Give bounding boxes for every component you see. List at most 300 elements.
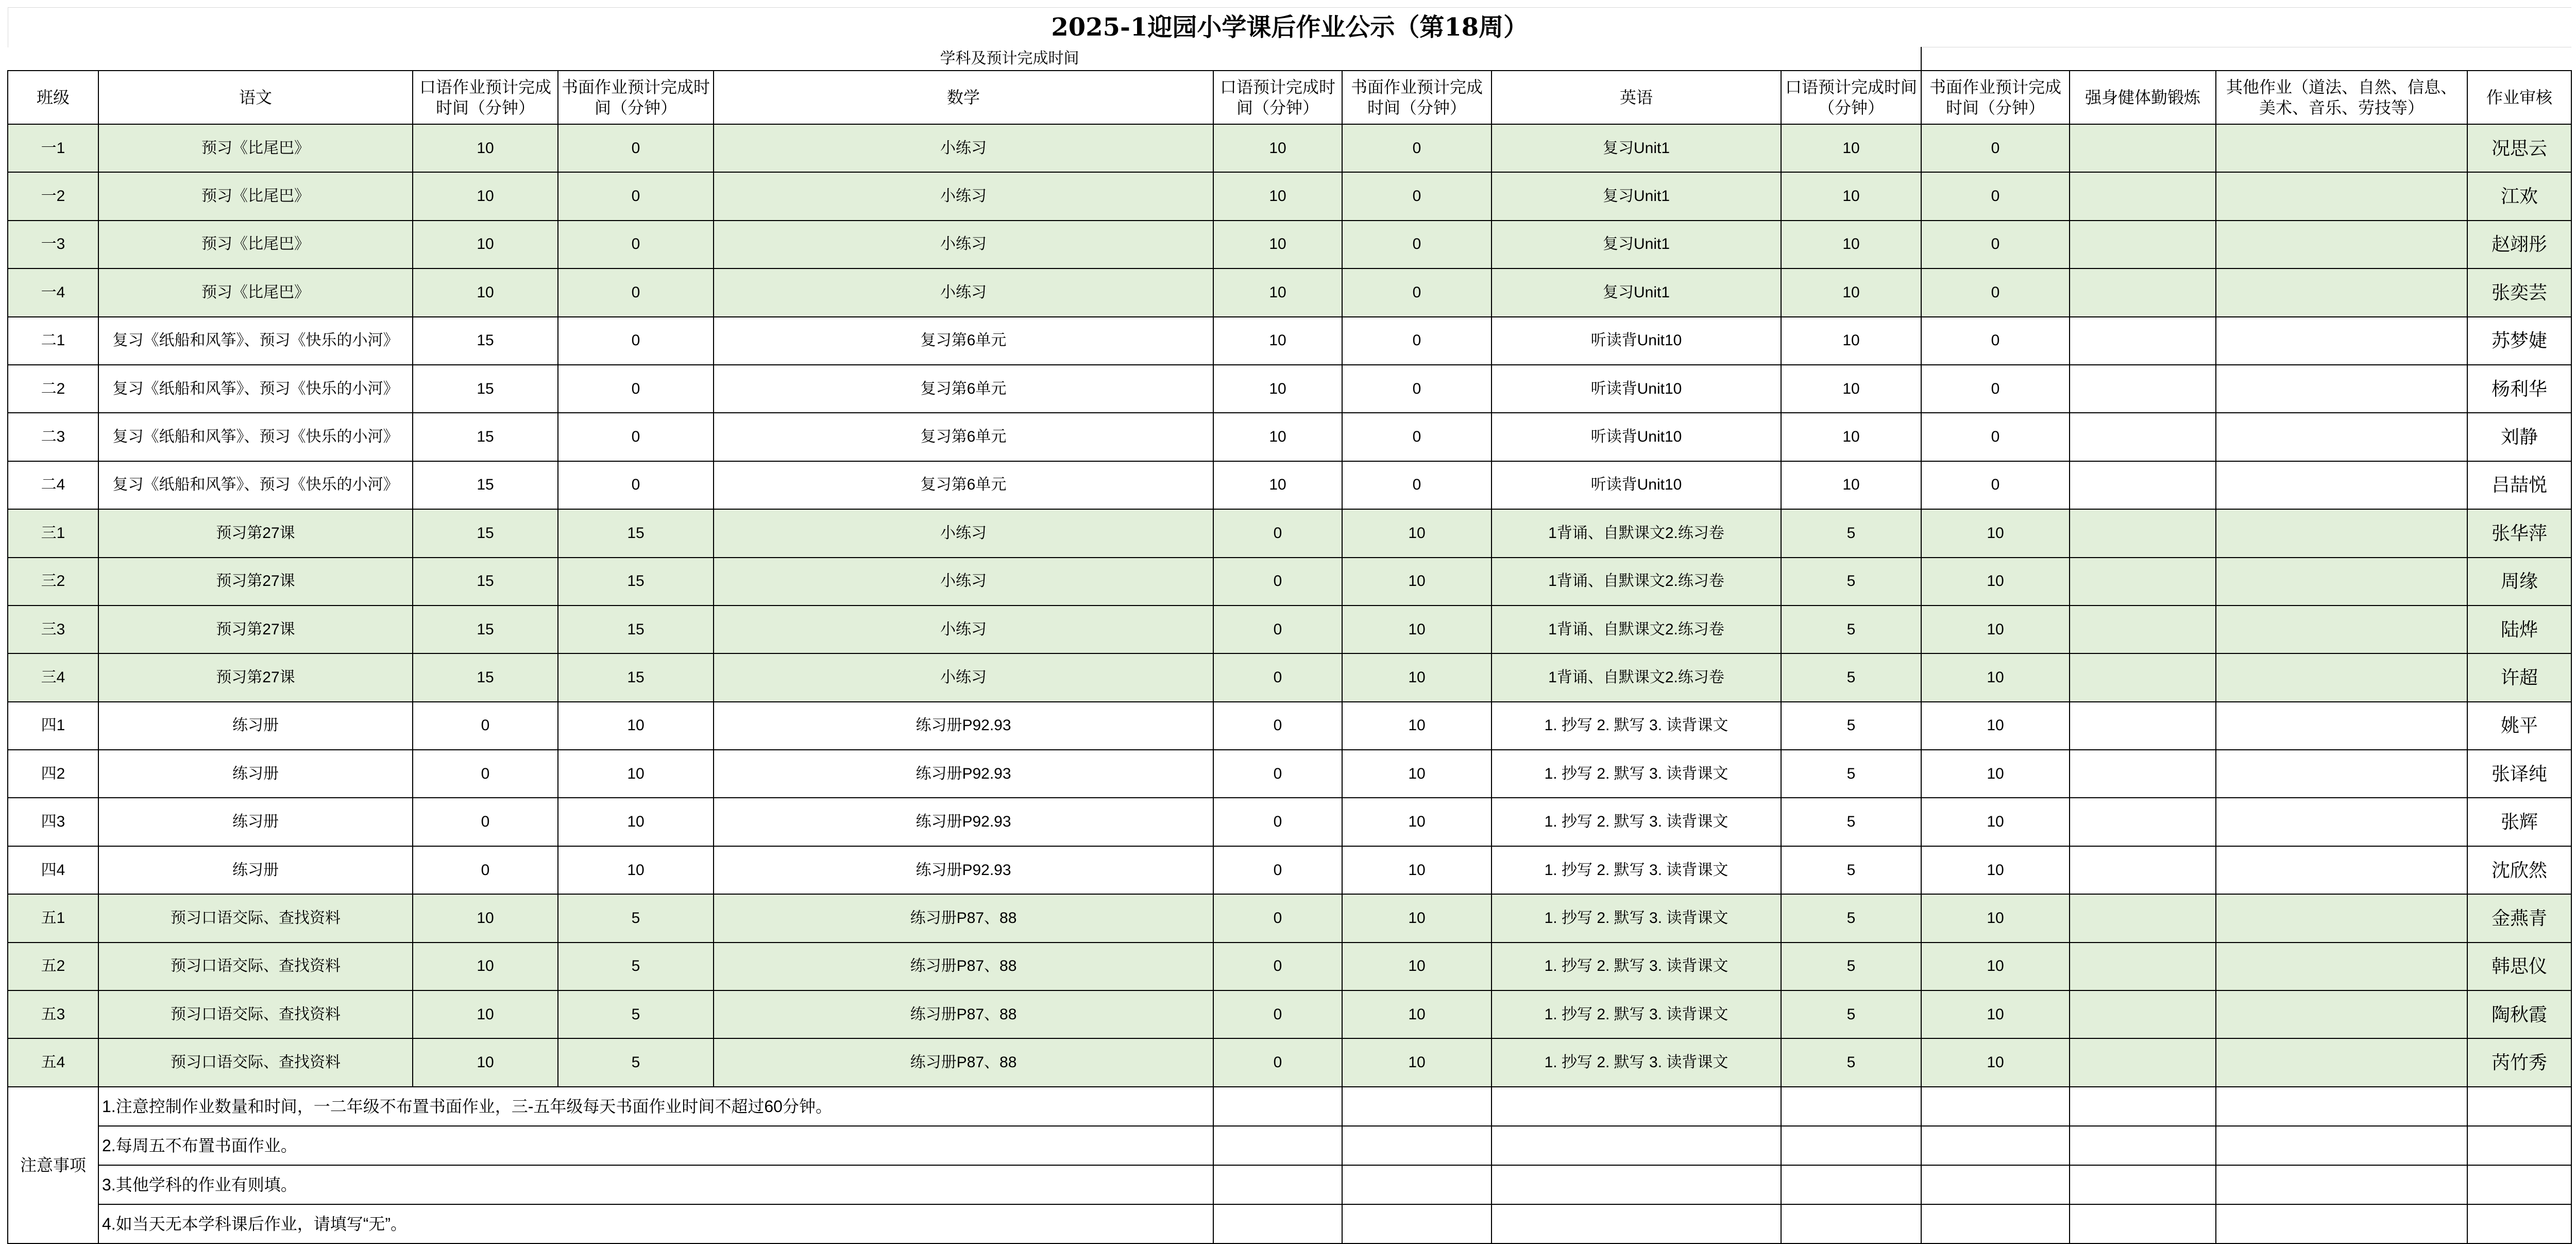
note-empty-cell	[2467, 1087, 2571, 1126]
cell-english: 1背诵、自默课文2.练习卷	[1492, 606, 1781, 653]
cell-math-oral: 10	[1213, 172, 1342, 220]
cell-chinese: 复习《纸船和风筝》、预习《快乐的小河》	[98, 365, 413, 413]
cell-chinese-oral: 10	[413, 990, 558, 1038]
cell-chinese-oral: 15	[413, 558, 558, 606]
cell-other	[2216, 221, 2467, 268]
cell-chinese-written: 0	[558, 317, 714, 365]
cell-class: 一4	[8, 268, 98, 316]
cell-chinese-oral: 10	[413, 894, 558, 942]
table-row	[8, 558, 2571, 606]
table-row	[8, 221, 2571, 268]
cell-math: 练习册P87、88	[714, 894, 1213, 942]
cell-chinese: 练习册	[98, 750, 413, 798]
cell-math-oral: 0	[1213, 894, 1342, 942]
cell-math-written: 10	[1342, 509, 1492, 557]
cell-math: 小练习	[714, 221, 1213, 268]
cell-english-oral: 5	[1781, 653, 1921, 701]
cell-math-oral: 0	[1213, 509, 1342, 557]
homework-sheet	[7, 7, 2571, 1244]
note-row	[8, 1165, 2571, 1204]
cell-other	[2216, 172, 2467, 220]
cell-math-oral: 10	[1213, 221, 1342, 268]
cell-english-oral: 5	[1781, 846, 1921, 894]
cell-chinese: 预习第27课	[98, 558, 413, 606]
cell-other	[2216, 509, 2467, 557]
cell-chinese-oral: 15	[413, 413, 558, 461]
cell-chinese: 预习第27课	[98, 606, 413, 653]
cell-chinese-oral: 0	[413, 846, 558, 894]
cell-review: 金燕青	[2467, 894, 2571, 942]
cell-math: 小练习	[714, 124, 1213, 172]
cell-english: 1. 抄写 2. 默写 3. 读背课文	[1492, 1038, 1781, 1086]
cell-other	[2216, 943, 2467, 990]
note-empty-cell	[2216, 1204, 2467, 1243]
cell-math-oral: 10	[1213, 413, 1342, 461]
cell-english-oral: 5	[1781, 750, 1921, 798]
cell-chinese-oral: 10	[413, 268, 558, 316]
cell-review: 赵翊彤	[2467, 221, 2571, 268]
cell-chinese-written: 15	[558, 558, 714, 606]
cell-math-oral: 0	[1213, 750, 1342, 798]
cell-english-oral: 10	[1781, 172, 1921, 220]
cell-english: 1. 抄写 2. 默写 3. 读背课文	[1492, 702, 1781, 750]
cell-chinese-written: 5	[558, 894, 714, 942]
cell-math-written: 10	[1342, 990, 1492, 1038]
cell-english: 复习Unit1	[1492, 124, 1781, 172]
cell-math: 小练习	[714, 268, 1213, 316]
cell-pe	[2070, 606, 2216, 653]
cell-chinese-written: 5	[558, 1038, 714, 1086]
cell-pe	[2070, 1038, 2216, 1086]
cell-english-written: 10	[1921, 558, 2070, 606]
cell-english-written: 10	[1921, 750, 2070, 798]
note-empty-cell	[2070, 1126, 2216, 1165]
note-row	[8, 1126, 2571, 1165]
cell-class: 四4	[8, 846, 98, 894]
cell-english-written: 10	[1921, 990, 2070, 1038]
table-row	[8, 413, 2571, 461]
table-row	[8, 268, 2571, 316]
cell-chinese: 预习《比尾巴》	[98, 172, 413, 220]
cell-english-written: 10	[1921, 653, 2070, 701]
cell-math-oral: 0	[1213, 798, 1342, 846]
cell-review: 况思云	[2467, 124, 2571, 172]
cell-math-written: 0	[1342, 317, 1492, 365]
cell-chinese-written: 0	[558, 413, 714, 461]
cell-chinese: 复习《纸船和风筝》、预习《快乐的小河》	[98, 461, 413, 509]
note-empty-cell	[1213, 1087, 1342, 1126]
header-chinese: 语文	[98, 71, 413, 124]
cell-chinese-written: 5	[558, 943, 714, 990]
cell-chinese-oral: 10	[413, 221, 558, 268]
cell-pe	[2070, 268, 2216, 316]
subheader-row	[8, 47, 2571, 71]
cell-english-written: 10	[1921, 846, 2070, 894]
table-row	[8, 1038, 2571, 1086]
cell-chinese-oral: 15	[413, 365, 558, 413]
cell-math-oral: 10	[1213, 268, 1342, 316]
note-empty-cell	[2216, 1087, 2467, 1126]
cell-english-written: 10	[1921, 702, 2070, 750]
cell-chinese-oral: 15	[413, 509, 558, 557]
cell-pe	[2070, 221, 2216, 268]
cell-other	[2216, 317, 2467, 365]
cell-math-written: 10	[1342, 798, 1492, 846]
cell-pe	[2070, 172, 2216, 220]
table-row	[8, 606, 2571, 653]
cell-chinese-oral: 15	[413, 317, 558, 365]
cell-chinese-written: 10	[558, 846, 714, 894]
cell-english-oral: 5	[1781, 702, 1921, 750]
note-empty-cell	[1213, 1165, 1342, 1204]
cell-math-written: 10	[1342, 1038, 1492, 1086]
cell-math-written: 10	[1342, 943, 1492, 990]
note-empty-cell	[1492, 1204, 1781, 1243]
cell-chinese: 练习册	[98, 798, 413, 846]
cell-english-written: 0	[1921, 461, 2070, 509]
cell-english-written: 0	[1921, 172, 2070, 220]
note-empty-cell	[2467, 1165, 2571, 1204]
table-row	[8, 798, 2571, 846]
note-text: 4.如当天无本学科课后作业，请填写“无”。	[98, 1204, 1213, 1243]
cell-math: 练习册P87、88	[714, 1038, 1213, 1086]
note-empty-cell	[1921, 1126, 2070, 1165]
cell-english: 听读背Unit10	[1492, 365, 1781, 413]
cell-english-oral: 10	[1781, 221, 1921, 268]
cell-math-oral: 0	[1213, 943, 1342, 990]
cell-math: 小练习	[714, 558, 1213, 606]
cell-math: 复习第6单元	[714, 317, 1213, 365]
cell-chinese-oral: 0	[413, 702, 558, 750]
note-row	[8, 1204, 2571, 1243]
table-row	[8, 365, 2571, 413]
cell-english-oral: 5	[1781, 1038, 1921, 1086]
table-row	[8, 653, 2571, 701]
cell-review: 张译纯	[2467, 750, 2571, 798]
header-math-written: 书面作业预计完成时间（分钟）	[1342, 71, 1492, 124]
note-empty-cell	[2467, 1204, 2571, 1243]
cell-chinese: 复习《纸船和风筝》、预习《快乐的小河》	[98, 413, 413, 461]
cell-chinese-written: 0	[558, 268, 714, 316]
cell-english-oral: 10	[1781, 268, 1921, 316]
cell-chinese-written: 0	[558, 221, 714, 268]
cell-chinese: 预习《比尾巴》	[98, 221, 413, 268]
cell-class: 五4	[8, 1038, 98, 1086]
cell-chinese: 预习口语交际、查找资料	[98, 943, 413, 990]
cell-chinese-oral: 15	[413, 461, 558, 509]
cell-chinese: 练习册	[98, 846, 413, 894]
cell-english-oral: 10	[1781, 413, 1921, 461]
note-text: 3.其他学科的作业有则填。	[98, 1165, 1213, 1204]
cell-other	[2216, 365, 2467, 413]
table-row	[8, 894, 2571, 942]
cell-pe	[2070, 509, 2216, 557]
cell-math-written: 0	[1342, 413, 1492, 461]
cell-math-written: 10	[1342, 894, 1492, 942]
cell-class: 三2	[8, 558, 98, 606]
cell-class: 三4	[8, 653, 98, 701]
cell-english-oral: 5	[1781, 558, 1921, 606]
note-empty-cell	[2070, 1087, 2216, 1126]
cell-review: 江欢	[2467, 172, 2571, 220]
cell-english: 1背诵、自默课文2.练习卷	[1492, 509, 1781, 557]
cell-english-written: 10	[1921, 943, 2070, 990]
cell-class: 二3	[8, 413, 98, 461]
cell-english: 1背诵、自默课文2.练习卷	[1492, 558, 1781, 606]
header-review: 作业审核	[2467, 71, 2571, 124]
cell-other	[2216, 990, 2467, 1038]
cell-chinese-oral: 15	[413, 653, 558, 701]
header-math-oral: 口语预计完成时间（分钟）	[1213, 71, 1342, 124]
column-header-row	[8, 71, 2571, 124]
cell-math-written: 10	[1342, 606, 1492, 653]
cell-math-oral: 0	[1213, 990, 1342, 1038]
note-empty-cell	[2070, 1165, 2216, 1204]
cell-math: 复习第6单元	[714, 413, 1213, 461]
cell-english: 复习Unit1	[1492, 268, 1781, 316]
header-chinese-written: 书面作业预计完成时间（分钟）	[558, 71, 714, 124]
cell-class: 四1	[8, 702, 98, 750]
cell-math-written: 0	[1342, 268, 1492, 316]
cell-pe	[2070, 317, 2216, 365]
cell-english: 听读背Unit10	[1492, 461, 1781, 509]
cell-chinese-written: 0	[558, 461, 714, 509]
homework-table	[7, 7, 2572, 1244]
table-row	[8, 461, 2571, 509]
cell-math: 练习册P92.93	[714, 702, 1213, 750]
cell-chinese: 预习口语交际、查找资料	[98, 990, 413, 1038]
cell-chinese-written: 0	[558, 124, 714, 172]
cell-chinese-oral: 10	[413, 943, 558, 990]
cell-other	[2216, 558, 2467, 606]
cell-math: 练习册P92.93	[714, 750, 1213, 798]
cell-pe	[2070, 365, 2216, 413]
title-row	[8, 8, 2571, 47]
note-empty-cell	[2467, 1126, 2571, 1165]
cell-english-oral: 5	[1781, 894, 1921, 942]
cell-math-oral: 10	[1213, 461, 1342, 509]
cell-class: 五2	[8, 943, 98, 990]
cell-pe	[2070, 943, 2216, 990]
cell-math-oral: 0	[1213, 606, 1342, 653]
header-english-oral: 口语预计完成时间（分钟）	[1781, 71, 1921, 124]
cell-chinese: 预习第27课	[98, 653, 413, 701]
table-row	[8, 846, 2571, 894]
cell-other	[2216, 894, 2467, 942]
cell-review: 张奕芸	[2467, 268, 2571, 316]
header-math: 数学	[714, 71, 1213, 124]
cell-chinese-written: 15	[558, 509, 714, 557]
cell-chinese-oral: 10	[413, 1038, 558, 1086]
cell-chinese-written: 10	[558, 798, 714, 846]
cell-pe	[2070, 124, 2216, 172]
cell-pe	[2070, 653, 2216, 701]
note-empty-cell	[1921, 1165, 2070, 1204]
cell-english-oral: 5	[1781, 509, 1921, 557]
cell-chinese-written: 5	[558, 990, 714, 1038]
cell-review: 周缘	[2467, 558, 2571, 606]
cell-other	[2216, 653, 2467, 701]
cell-english: 听读背Unit10	[1492, 317, 1781, 365]
cell-review: 苏梦婕	[2467, 317, 2571, 365]
cell-english-written: 0	[1921, 221, 2070, 268]
cell-chinese-oral: 15	[413, 606, 558, 653]
note-empty-cell	[1492, 1087, 1781, 1126]
cell-math-written: 10	[1342, 702, 1492, 750]
cell-chinese: 预习口语交际、查找资料	[98, 894, 413, 942]
cell-english-oral: 10	[1781, 461, 1921, 509]
note-empty-cell	[2216, 1126, 2467, 1165]
cell-other	[2216, 461, 2467, 509]
cell-class: 五3	[8, 990, 98, 1038]
note-empty-cell	[1921, 1204, 2070, 1243]
table-row	[8, 317, 2571, 365]
note-empty-cell	[2216, 1165, 2467, 1204]
cell-chinese: 预习第27课	[98, 509, 413, 557]
cell-english-written: 0	[1921, 317, 2070, 365]
cell-review: 韩思仪	[2467, 943, 2571, 990]
header-chinese-oral: 口语作业预计完成时间（分钟）	[413, 71, 558, 124]
cell-english: 1. 抄写 2. 默写 3. 读背课文	[1492, 894, 1781, 942]
header-english: 英语	[1492, 71, 1781, 124]
cell-english-written: 10	[1921, 509, 2070, 557]
note-empty-cell	[1342, 1126, 1492, 1165]
note-empty-cell	[1921, 1087, 2070, 1126]
cell-review: 张辉	[2467, 798, 2571, 846]
cell-pe	[2070, 750, 2216, 798]
cell-english-written: 0	[1921, 365, 2070, 413]
note-empty-cell	[2070, 1204, 2216, 1243]
cell-class: 三3	[8, 606, 98, 653]
cell-math: 复习第6单元	[714, 461, 1213, 509]
cell-english-oral: 10	[1781, 124, 1921, 172]
cell-english-oral: 5	[1781, 990, 1921, 1038]
cell-other	[2216, 798, 2467, 846]
note-empty-cell	[1781, 1126, 1921, 1165]
cell-other	[2216, 702, 2467, 750]
header-other: 其他作业（道法、自然、信息、美术、音乐、劳技等）	[2216, 71, 2467, 124]
table-row	[8, 509, 2571, 557]
cell-english-written: 0	[1921, 124, 2070, 172]
cell-other	[2216, 268, 2467, 316]
cell-math-written: 10	[1342, 653, 1492, 701]
cell-math-oral: 0	[1213, 1038, 1342, 1086]
cell-math-written: 10	[1342, 750, 1492, 798]
cell-math-oral: 10	[1213, 124, 1342, 172]
cell-english: 复习Unit1	[1492, 172, 1781, 220]
cell-english: 听读背Unit10	[1492, 413, 1781, 461]
cell-chinese-written: 0	[558, 365, 714, 413]
cell-english-oral: 5	[1781, 606, 1921, 653]
note-empty-cell	[1213, 1126, 1342, 1165]
cell-math-written: 0	[1342, 365, 1492, 413]
cell-class: 二1	[8, 317, 98, 365]
cell-english-oral: 10	[1781, 365, 1921, 413]
table-row	[8, 990, 2571, 1038]
cell-math-written: 10	[1342, 846, 1492, 894]
cell-chinese-written: 15	[558, 606, 714, 653]
table-row	[8, 172, 2571, 220]
cell-math: 练习册P92.93	[714, 846, 1213, 894]
cell-review: 姚平	[2467, 702, 2571, 750]
cell-chinese: 复习《纸船和风筝》、预习《快乐的小河》	[98, 317, 413, 365]
cell-english-written: 10	[1921, 798, 2070, 846]
cell-math: 练习册P87、88	[714, 990, 1213, 1038]
cell-class: 四2	[8, 750, 98, 798]
header-english-written: 书面作业预计完成时间（分钟）	[1921, 71, 2070, 124]
note-row	[8, 1087, 2571, 1126]
note-empty-cell	[1342, 1204, 1492, 1243]
note-empty-cell	[1342, 1087, 1492, 1126]
table-row	[8, 750, 2571, 798]
cell-english-written: 10	[1921, 1038, 2070, 1086]
cell-review: 张华萍	[2467, 509, 2571, 557]
cell-other	[2216, 606, 2467, 653]
cell-chinese: 预习《比尾巴》	[98, 268, 413, 316]
cell-english: 1背诵、自默课文2.练习卷	[1492, 653, 1781, 701]
cell-math-oral: 0	[1213, 702, 1342, 750]
cell-math: 练习册P92.93	[714, 798, 1213, 846]
note-empty-cell	[1781, 1165, 1921, 1204]
cell-math-oral: 0	[1213, 653, 1342, 701]
cell-pe	[2070, 702, 2216, 750]
note-empty-cell	[1492, 1126, 1781, 1165]
cell-math: 小练习	[714, 172, 1213, 220]
table-row	[8, 943, 2571, 990]
cell-review: 刘静	[2467, 413, 2571, 461]
cell-english: 1. 抄写 2. 默写 3. 读背课文	[1492, 943, 1781, 990]
cell-english-written: 10	[1921, 894, 2070, 942]
cell-class: 一1	[8, 124, 98, 172]
page-title: 2025-1迎园小学课后作业公示（第18周）	[8, 8, 2571, 47]
cell-other	[2216, 413, 2467, 461]
cell-english-oral: 5	[1781, 798, 1921, 846]
cell-pe	[2070, 558, 2216, 606]
cell-math: 小练习	[714, 653, 1213, 701]
cell-english-written: 10	[1921, 606, 2070, 653]
cell-english-written: 0	[1921, 268, 2070, 316]
cell-english-oral: 10	[1781, 317, 1921, 365]
cell-class: 一3	[8, 221, 98, 268]
cell-other	[2216, 750, 2467, 798]
cell-class: 二2	[8, 365, 98, 413]
note-text: 2.每周五不布置书面作业。	[98, 1126, 1213, 1165]
subject-time-header: 学科及预计完成时间	[98, 47, 1921, 71]
cell-class: 四3	[8, 798, 98, 846]
cell-chinese-oral: 10	[413, 124, 558, 172]
cell-class: 三1	[8, 509, 98, 557]
note-empty-cell	[1781, 1087, 1921, 1126]
cell-other	[2216, 124, 2467, 172]
cell-pe	[2070, 846, 2216, 894]
cell-class: 二4	[8, 461, 98, 509]
cell-math: 练习册P87、88	[714, 943, 1213, 990]
cell-math-written: 0	[1342, 461, 1492, 509]
note-text: 1.注意控制作业数量和时间，一二年级不布置书面作业，三-五年级每天书面作业时间不超过60分钟。	[98, 1087, 1213, 1126]
cell-pe	[2070, 461, 2216, 509]
cell-chinese-written: 10	[558, 750, 714, 798]
cell-math-written: 10	[1342, 558, 1492, 606]
note-empty-cell	[1781, 1204, 1921, 1243]
table-row	[8, 702, 2571, 750]
cell-math: 小练习	[714, 606, 1213, 653]
cell-chinese: 预习口语交际、查找资料	[98, 1038, 413, 1086]
cell-english: 1. 抄写 2. 默写 3. 读背课文	[1492, 750, 1781, 798]
cell-chinese-written: 15	[558, 653, 714, 701]
cell-math-written: 0	[1342, 172, 1492, 220]
cell-review: 吕喆悦	[2467, 461, 2571, 509]
cell-english-written: 0	[1921, 413, 2070, 461]
